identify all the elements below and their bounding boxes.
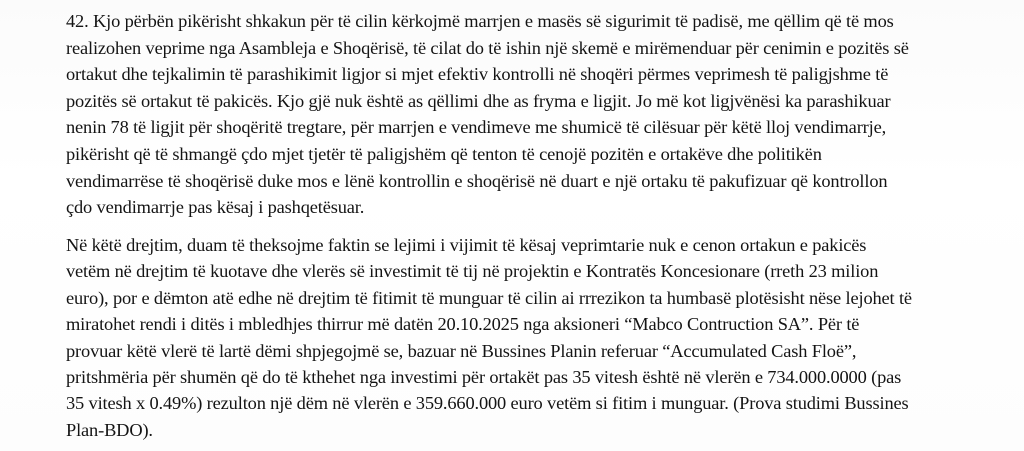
text-line: nenin 78 të ligjit për shoqëritë tregtare, për marrjen e vendimeve me shumicë të cilësuar për këtë lloj vendimarrje, xyxy=(66,117,887,138)
text-line: vetëm në drejtim të kuotave dhe vlerës së investimit të tij në projektin e Kontratës Koncesionare (rreth 23 milion xyxy=(66,261,879,282)
paragraph-damage-explanation xyxy=(66,232,986,443)
text-line: pikërisht që të shmangë çdo mjet tjetër të paligjshëm që tenton të cenojë pozitën e ortakëve dhe politikën xyxy=(66,143,822,164)
text-line: euro), por e dëmton atë edhe në drejtim të fitimit të munguar të cilin ai rrrezikon ta humbasë plotësisht nëse lejohet të xyxy=(66,287,912,308)
text-line: pozitës së ortakut të pakicës. Kjo gjë nuk është as qëllimi dhe as fryma e ligjit. Jo më kot ligjvënësi ka parashikuar xyxy=(66,90,891,111)
text-line: 42. Kjo përbën pikërisht shkakun për të cilin kërkojmë marrjen e masës së sigurimit të padisë, me qëllim që të mos xyxy=(66,11,894,31)
text-line: Plan-BDO). xyxy=(66,419,153,440)
text-line: 35 vitesh x 0.49%) rezulton një dëm në vlerën e 359.660.000 euro vetëm si fitim i munguar. (Prova studimi Bussines xyxy=(66,393,909,414)
paragraph-42 xyxy=(66,8,986,221)
text-line: ortakut dhe tejkalimin të parashikimit ligjor si mjet efektiv kontrolli në shoqëri përmes veprimesh të paligjshme të xyxy=(66,64,889,85)
text-line: vendimarrëse të shoqërisë duke mos e lënë kontrollin e shoqërisë në duart e një ortaku të pakufizuar që kontrollon xyxy=(66,170,888,191)
text-line: provuar këtë vlerë të lartë dëmi shpjegojmë se, bazuar në Bussines Planin referuar “Accumulated Cash Floë”, xyxy=(66,340,857,361)
text-line: realizohen veprime nga Asambleja e Shoqërisë, të cilat do të ishin një skemë e mirëmenduar për cenimin e pozitës së xyxy=(66,37,909,58)
text-line: Në këtë drejtim, duam të theksojme faktin se lejimi i vijimit të kësaj veprimtarie nuk e cenon ortakun e pakicës xyxy=(66,235,867,255)
text-line: pritshmëria për shumën që do të kthehet nga investimi për ortakët pas 35 vitesh është në vlerën e 734.000.0000 (pas xyxy=(66,367,902,388)
text-line: miratohet rendi i ditës i mbledhjes thirrur më datën 20.10.2025 nga aksioneri “Mabco Contruction SA”. Për të xyxy=(66,314,860,335)
text-line: çdo vendimarrje pas kësaj i pashqetësuar. xyxy=(66,197,365,218)
